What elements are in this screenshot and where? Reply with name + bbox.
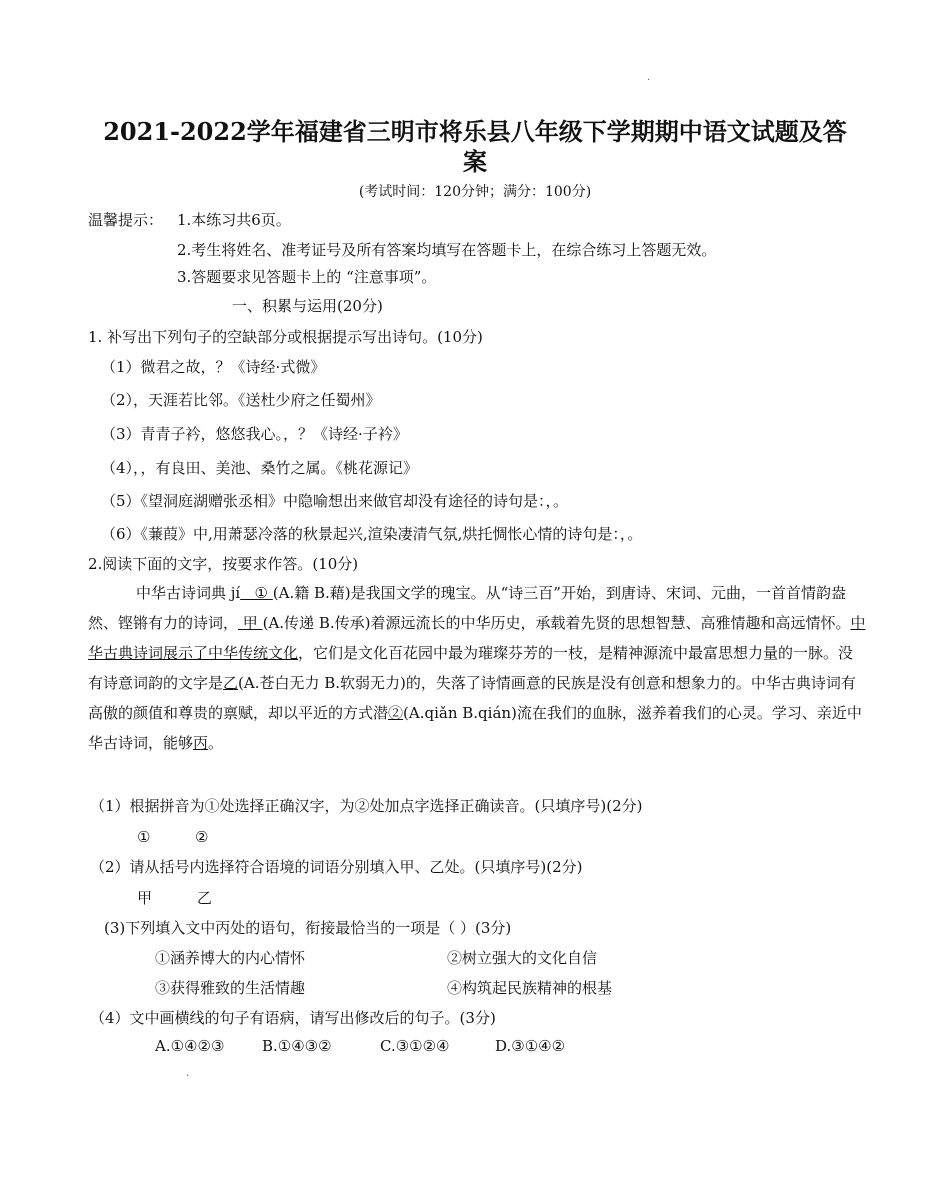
q1-item: （5）《望洞庭湖赠张丞相》中隐喻想出来做官却没有途径的诗句是：，。 bbox=[101, 492, 569, 510]
q2-sub-1: （1）根据拼音为①处选择正确汉字，为②处加点字选择正确读音。(只填序号)(2分) bbox=[90, 797, 643, 815]
underlined-sentence: 中华古典诗词展示了中华传统文化 bbox=[88, 614, 866, 662]
q2-sub-3: (3)下列填入文中丙处的语句，衔接最恰当的一项是（ ）(3分) bbox=[104, 919, 512, 937]
passage-text: 中华古诗词典 jí bbox=[136, 584, 241, 602]
passage-text: (A.籍 B.藉)是我国文学的瑰宝。从“诗三百”开始，到唐诗、宋词、元曲，一首首情韵盎然、铿锵有力的诗词， bbox=[88, 584, 846, 632]
q2-sub-2: （2）请从括号内选择符合语境的词语分别填入甲、乙处。(只填序号)(2分) bbox=[90, 858, 583, 876]
choice: D.③①④② bbox=[495, 1037, 566, 1055]
page-title-cont: 案 bbox=[463, 147, 487, 176]
choice: C.③①②④ bbox=[380, 1037, 450, 1055]
blank-1: ① bbox=[254, 584, 268, 602]
q1-item: （1）微君之故，？《诗经·式微》 bbox=[101, 358, 326, 376]
choice: A.①④②③ bbox=[155, 1037, 225, 1055]
option: ①涵养博大的内心情怀 bbox=[155, 949, 306, 967]
notice-label: 温馨提示： bbox=[88, 211, 164, 229]
header-mark: . bbox=[647, 72, 651, 83]
footer-mark: . bbox=[186, 1068, 190, 1079]
q2-sub-2-answer: 甲 bbox=[137, 889, 153, 907]
q1-item: （4），，有良田、美池、桑竹之属。《桃花源记》 bbox=[101, 459, 419, 477]
q2-sub-2-answer: 乙 bbox=[197, 889, 213, 907]
option: ③获得雅致的生活情趣 bbox=[155, 979, 306, 997]
q1-item: （2），天涯若比邻。《送杜少府之任蜀州》 bbox=[101, 391, 381, 409]
passage-text: ，它们是文化百花园中最为璀璨芬芳的一枝，是精神源流中最富思想力量的一脉。没有诗意词韵的文字是 bbox=[88, 644, 854, 692]
page-title: 2021-2022学年福建省三明市将乐县八年级下学期期中语文试题及答 bbox=[103, 117, 847, 146]
passage-text: (A.苍白无力 B.软弱无力)的，失落了诗情画意的民族是没有创意和想象力的。中华古典诗词有高傲的颜值和尊贵的禀赋，却以平近的方式潜 bbox=[88, 674, 856, 722]
question-2-stem: 2.阅读下面的文字，按要求作答。(10分) bbox=[88, 555, 359, 573]
question-1-stem: 1. 补写出下列句子的空缺部分或根据提示写出诗句。(10分) bbox=[88, 328, 483, 346]
option: ④构筑起民族精神的根基 bbox=[447, 979, 613, 997]
q1-item: （3）青青子衿，悠悠我心。，？《诗经·子衿》 bbox=[101, 425, 408, 443]
option: ②树立强大的文化自信 bbox=[447, 949, 598, 967]
q2-sub-1-answer: ① bbox=[137, 828, 151, 846]
notice-item: 2.考生将姓名、准考证号及所有答案均填写在答题卡上，在综合练习上答题无效。 bbox=[177, 241, 717, 259]
q1-item: （6）《蒹葭》中,用萧瑟冷落的秋景起兴,渲染凄清气氛,烘托惆怅心情的诗句是：，。 bbox=[101, 525, 643, 543]
blank-bing: 丙 bbox=[193, 734, 209, 752]
notice-item: 1.本练习共6页。 bbox=[177, 211, 291, 229]
passage-text: 。 bbox=[208, 734, 224, 752]
notice-item: 3.答题要求见答题卡上的 “注意事项”。 bbox=[177, 268, 437, 286]
blank-yi: 乙 bbox=[223, 674, 239, 692]
reading-passage bbox=[88, 578, 868, 758]
passage-text: (A.qiǎn B.qián)流在我们的血脉，滋养着我们的心灵。学习、亲近中华古诗词，能够 bbox=[88, 704, 862, 752]
q2-sub-4: （4）文中画横线的句子有语病，请写出修改后的句子。(3分) bbox=[90, 1009, 496, 1027]
blank-2: ② bbox=[388, 704, 404, 722]
section-title: 一、积累与运用(20分) bbox=[232, 297, 383, 315]
passage-text: (A.传递 B.传承)着源远流长的中华历史，承载着先贤的思想智慧、高雅情趣和高远情怀。 bbox=[262, 614, 851, 632]
exam-info: (考试时间：120分钟；满分：100分) bbox=[358, 184, 592, 200]
blank-jia: 甲 bbox=[242, 614, 258, 632]
q2-sub-1-answer: ② bbox=[195, 828, 209, 846]
choice: B.①④③② bbox=[262, 1037, 332, 1055]
